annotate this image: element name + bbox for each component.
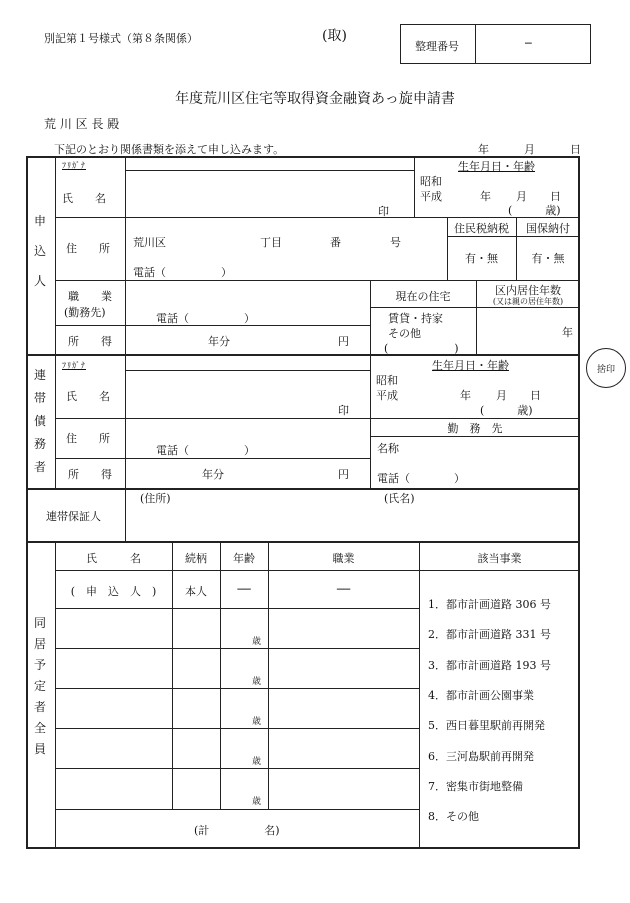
joint-work-label: 勤 務 先 [447, 422, 503, 435]
project-item[interactable]: 6．三河島駅前再開発 [428, 750, 534, 763]
col-header-relation: 続柄 [185, 552, 207, 565]
applicant-birth-label: 生年月日・年齢 [458, 160, 535, 173]
ref-number-box [400, 24, 591, 64]
project-item[interactable]: 2．都市計画道路 331 号 [428, 628, 551, 641]
age-unit-row5: 歳 [252, 797, 262, 807]
intro-text: 下記のとおり関係書類を添えて申し込みます。 [54, 143, 285, 156]
col-header-occupation: 職業 [332, 552, 355, 565]
age-unit-row1: 歳 [252, 637, 262, 647]
project-item[interactable]: 3．都市計画道路 193 号 [428, 659, 551, 672]
joint-income-unit: 円 [338, 468, 349, 481]
addressee: 荒 川 区 長 殿 [44, 117, 120, 131]
joint-debtor-section-label: 連 帯 債 務 者 [33, 368, 46, 474]
residence-years-label: 区内居住年数 [495, 284, 561, 297]
joint-heisei[interactable]: 平成 [376, 389, 398, 402]
job-label: 職 業 [68, 290, 112, 303]
applicant-birth-year: 年 [480, 190, 491, 203]
applicant-go: 号 [390, 236, 401, 249]
juminzei-label: 住民税納税 [454, 222, 509, 235]
housing-option-rent-own[interactable]: 賃貸・持家 [388, 312, 443, 325]
age-unit-row3: 歳 [252, 717, 262, 727]
applicant-income-unit: 円 [338, 335, 349, 348]
stamp-label: 捨印 [596, 365, 615, 375]
guarantor-name[interactable]: (氏名) [384, 492, 415, 505]
date-year[interactable]: 年 [478, 143, 489, 156]
current-housing-label: 現在の住宅 [395, 290, 451, 303]
applicant-chome: 丁目 [260, 236, 282, 249]
juminzei-value[interactable]: 有・無 [465, 252, 498, 265]
project-item[interactable]: 8．その他 [428, 810, 479, 823]
applicant-birth-month: 月 [516, 190, 527, 203]
col-header-project: 該当事業 [477, 552, 522, 565]
kokuho-label: 国保納付 [526, 222, 570, 235]
applicant-name-field[interactable] [128, 172, 410, 214]
applicant-income-label: 所 得 [68, 335, 112, 348]
applicant-address-ward[interactable]: 荒川区 [133, 236, 166, 249]
applicant-section-label: 申 込 人 [33, 214, 46, 288]
applicant-seal: 印 [378, 205, 389, 218]
housing-option-other[interactable]: その他 [388, 327, 421, 340]
row-applicant-occupation: ── [336, 583, 351, 596]
household-section-label: 同 居 予 定 者 全 員 [33, 616, 46, 756]
form-id: 別記第１号様式（第８条関係） [44, 32, 198, 45]
applicant-birth-day: 日 [550, 190, 561, 203]
project-item[interactable]: 5．西日暮里駅前再開発 [428, 719, 545, 732]
applicant-age[interactable]: ( 歳) [508, 204, 561, 217]
joint-income-year[interactable]: 年分 [202, 468, 224, 481]
joint-birth-day: 日 [530, 389, 541, 402]
row-applicant-name: ( 申 込 人 ) [70, 585, 157, 598]
joint-seal: 印 [338, 404, 349, 417]
joint-birth-month: 月 [496, 389, 507, 402]
sute-in-stamp[interactable] [586, 348, 626, 388]
household-total[interactable]: (計 名) [194, 824, 280, 837]
col-header-age: 年齢 [233, 552, 255, 565]
date-day[interactable]: 日 [570, 143, 581, 156]
row-applicant-age: ── [237, 583, 251, 596]
joint-age[interactable]: ( 歳) [480, 404, 533, 417]
joint-work-name[interactable]: 名称 [377, 442, 399, 455]
joint-birth-year: 年 [460, 389, 471, 402]
age-unit-row2: 歳 [252, 677, 262, 687]
applicant-ban: 番 [330, 236, 341, 249]
date-month[interactable]: 月 [524, 143, 535, 156]
applicant-showa[interactable]: 昭和 [420, 175, 442, 188]
applicant-name-label: 氏 名 [62, 192, 106, 205]
joint-tel[interactable]: 電話（ ） [156, 444, 255, 457]
applicant-tel[interactable]: 電話（ ） [133, 266, 232, 279]
joint-name-label: 氏 名 [66, 390, 110, 403]
applicant-heisei[interactable]: 平成 [420, 190, 442, 203]
joint-showa[interactable]: 昭和 [376, 374, 398, 387]
ref-value[interactable]: ─ [525, 37, 532, 50]
residence-years-note: (又は親の居住年数) [492, 297, 564, 306]
joint-birth-label: 生年月日・年齢 [432, 359, 509, 372]
applicant-furigana-label: ﾌﾘｶﾞﾅ [62, 161, 86, 170]
guarantor-address[interactable]: (住所) [140, 492, 171, 505]
applicant-income-year[interactable]: 年分 [208, 335, 230, 348]
guarantor-label: 連帯保証人 [46, 510, 101, 523]
kokuho-value[interactable]: 有・無 [531, 252, 565, 265]
joint-address-label: 住 所 [66, 432, 110, 445]
project-item[interactable]: 7．密集市街地整備 [428, 780, 523, 793]
residence-years-unit: 年 [562, 326, 573, 339]
project-item[interactable]: 4．都市計画公園事業 [428, 689, 534, 702]
joint-work-tel[interactable]: 電話（ ） [377, 472, 465, 485]
applicant-address-label: 住 所 [66, 242, 110, 255]
job-sub-label: (勤務先) [64, 306, 106, 319]
joint-income-label: 所 得 [68, 468, 112, 481]
project-item[interactable]: 1．都市計画道路 306 号 [428, 598, 551, 611]
joint-name-field[interactable] [128, 372, 366, 416]
ref-label: 整理番号 [415, 40, 459, 53]
job-tel[interactable]: 電話（ ） [156, 312, 255, 325]
age-unit-row4: 歳 [252, 757, 262, 767]
col-header-name: 氏 名 [86, 552, 141, 565]
tori-mark: (取) [322, 28, 347, 44]
housing-option-other-field[interactable]: ( ) [384, 342, 459, 355]
joint-furigana-label: ﾌﾘｶﾞﾅ [62, 361, 86, 370]
row-applicant-relation: 本人 [185, 585, 207, 598]
page-title: 年度荒川区住宅等取得資金融資あっ旋申請書 [175, 91, 455, 107]
